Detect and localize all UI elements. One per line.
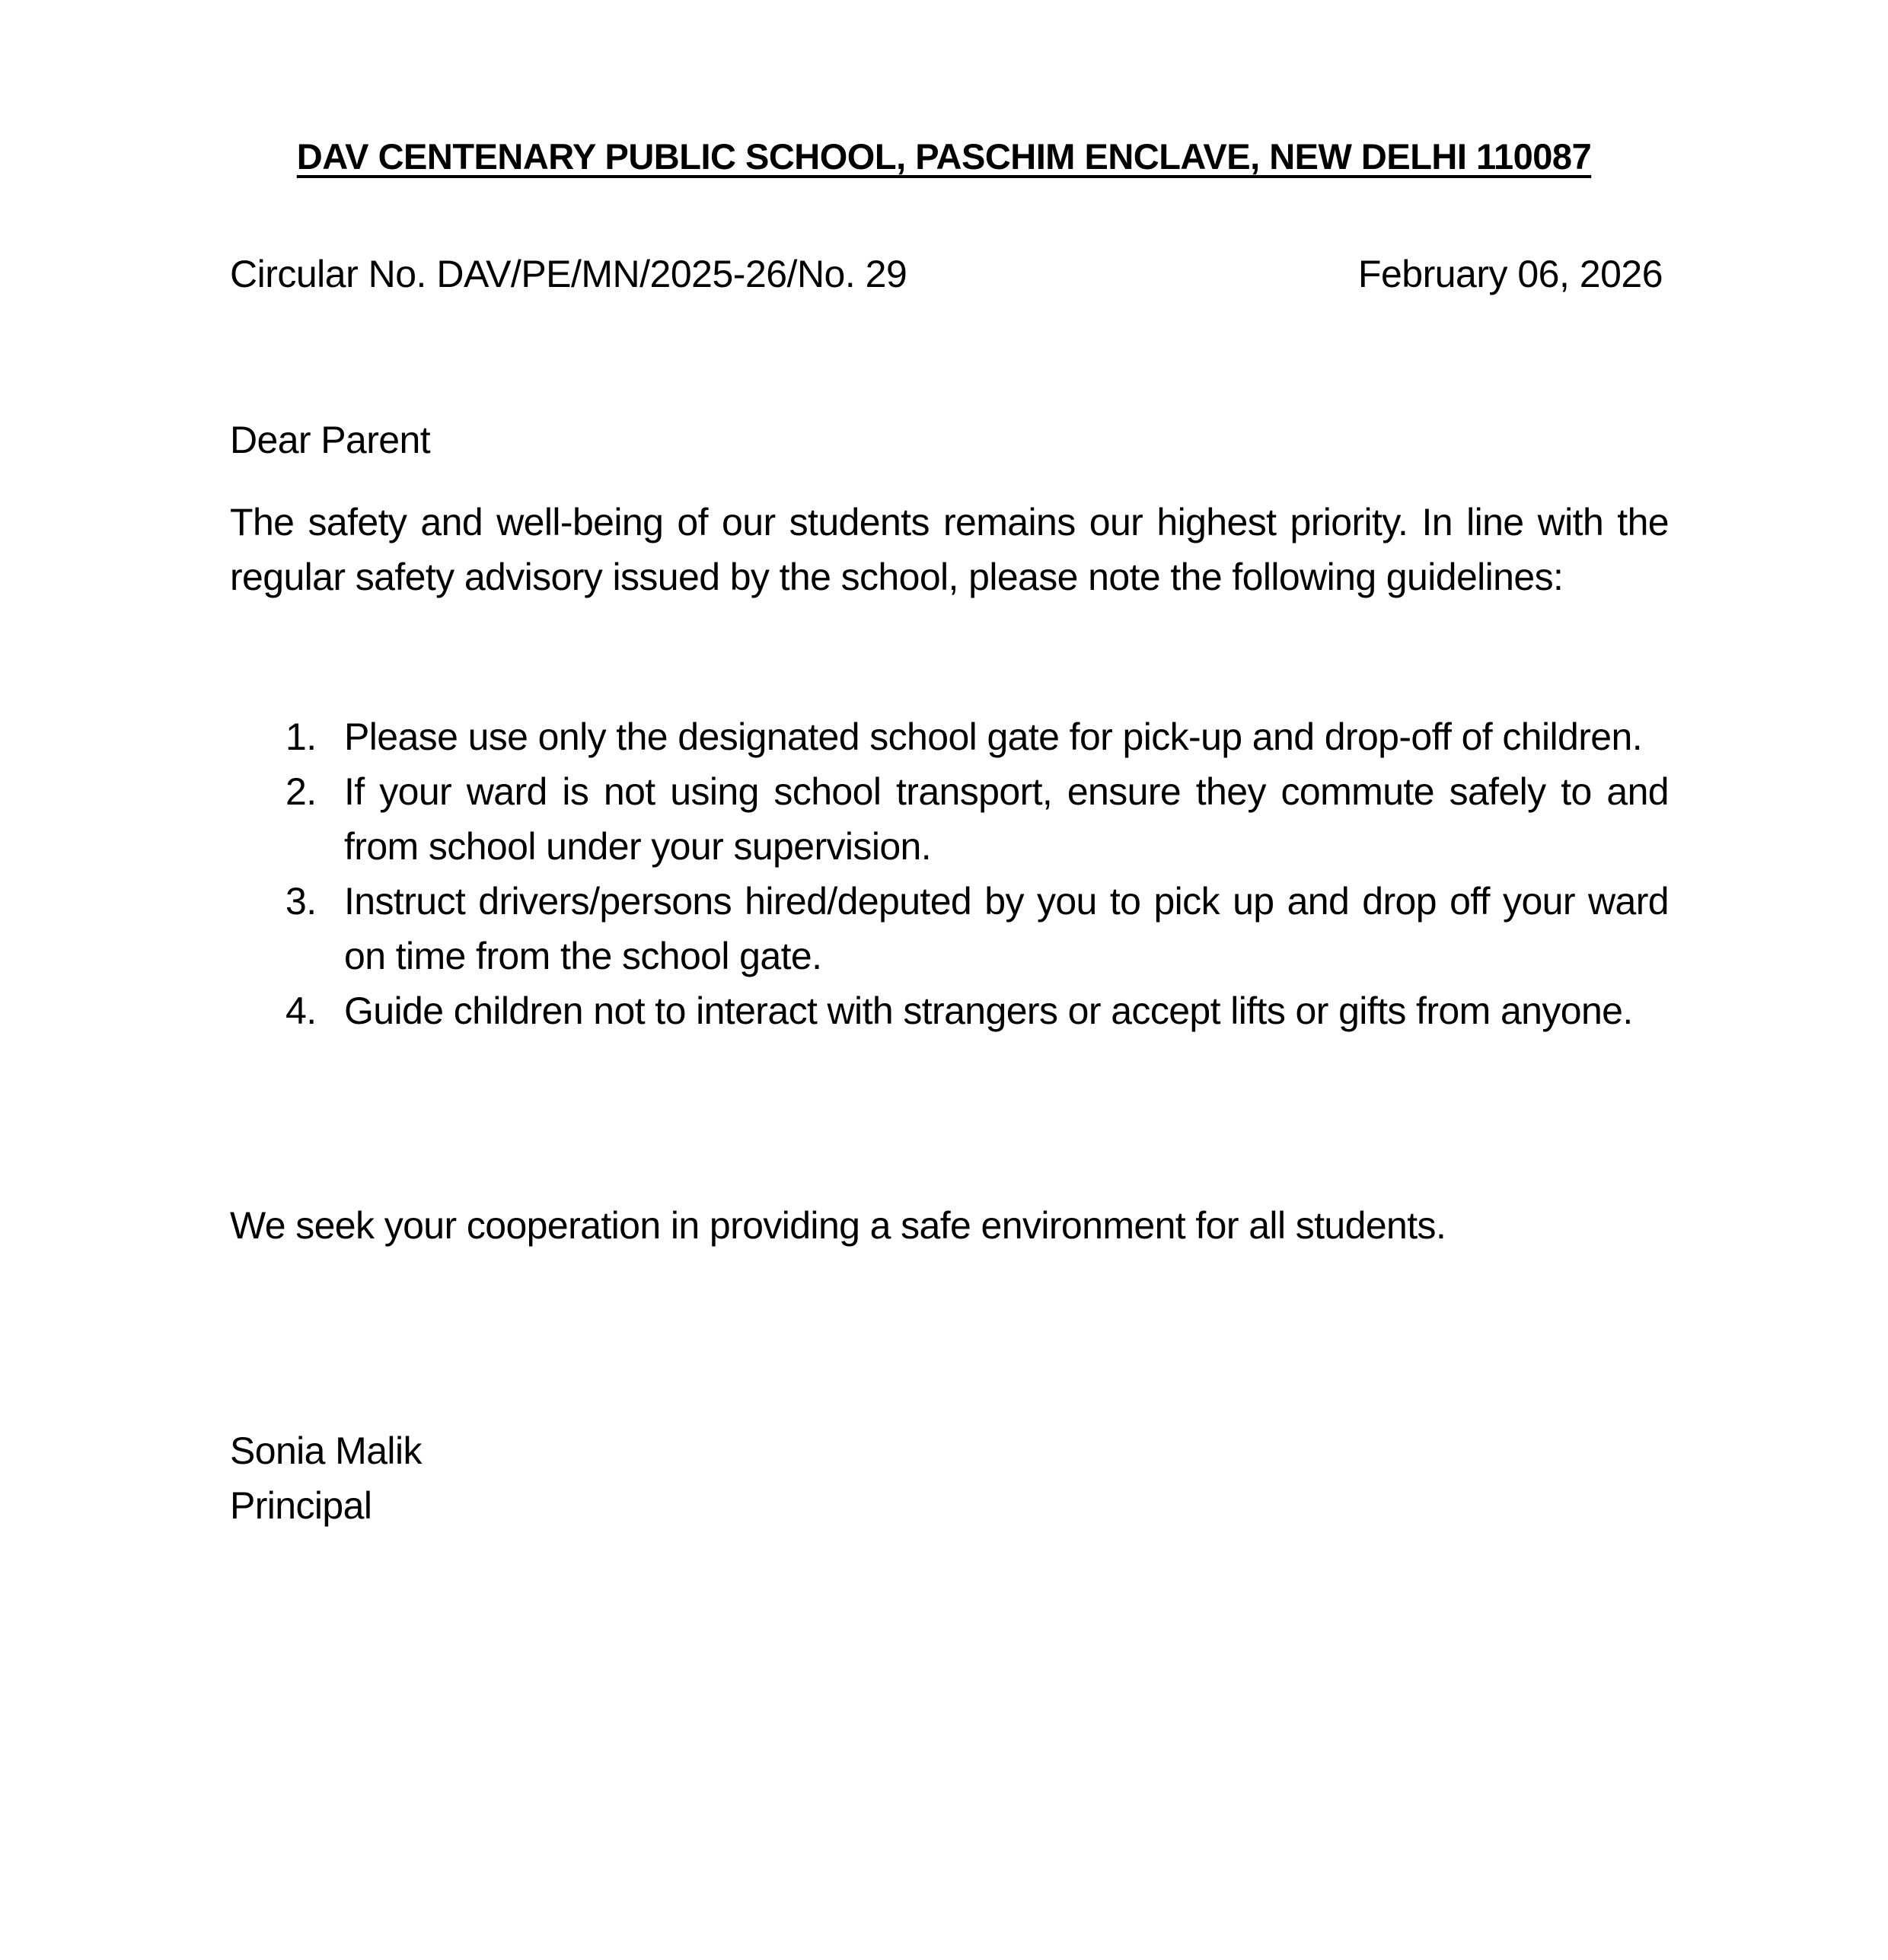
guideline-text: Instruct drivers/persons hired/deputed by you to pick up and drop off your ward on time from the school gate.: [344, 880, 1669, 977]
signatory-title: Principal: [230, 1484, 372, 1527]
salutation: Dear Parent: [230, 419, 430, 461]
guideline-item: [230, 764, 1669, 874]
guideline-number: 1.: [285, 715, 317, 758]
guidelines-list: [230, 709, 1669, 1038]
guideline-item: [230, 983, 1669, 1038]
guideline-number: 3.: [285, 880, 317, 923]
guideline-item: [230, 874, 1669, 983]
school-heading-text: DAV CENTENARY PUBLIC SCHOOL, PASCHIM ENCLAVE, NEW DELHI 110087: [296, 136, 1592, 177]
signatory-name: Sonia Malik: [230, 1429, 422, 1472]
signature-block: [230, 1423, 422, 1533]
guideline-item: [230, 709, 1669, 764]
guideline-text: Guide children not to interact with strangers or accept lifts or gifts from anyone.: [344, 990, 1633, 1032]
guideline-number: 4.: [285, 990, 317, 1032]
closing-paragraph: We seek your cooperation in providing a safe environment for all students.: [230, 1204, 1446, 1247]
intro-paragraph: The safety and well-being of our students remains our highest priority. In line with the regular safety advisory issued by the school, please note the following guidelines:: [230, 501, 1669, 598]
guideline-number: 2.: [285, 770, 317, 813]
school-heading: [228, 134, 1660, 180]
circular-number: Circular No. DAV/PE/MN/2025-26/No. 29: [230, 253, 907, 295]
circular-date: February 06, 2026: [1357, 253, 1663, 295]
circular-meta: [230, 251, 1663, 297]
guideline-text: If your ward is not using school transport, ensure they commute safely to and from school under your supervision.: [344, 770, 1669, 868]
guideline-text: Please use only the designated school gate for pick-up and drop-off of children.: [344, 715, 1642, 758]
